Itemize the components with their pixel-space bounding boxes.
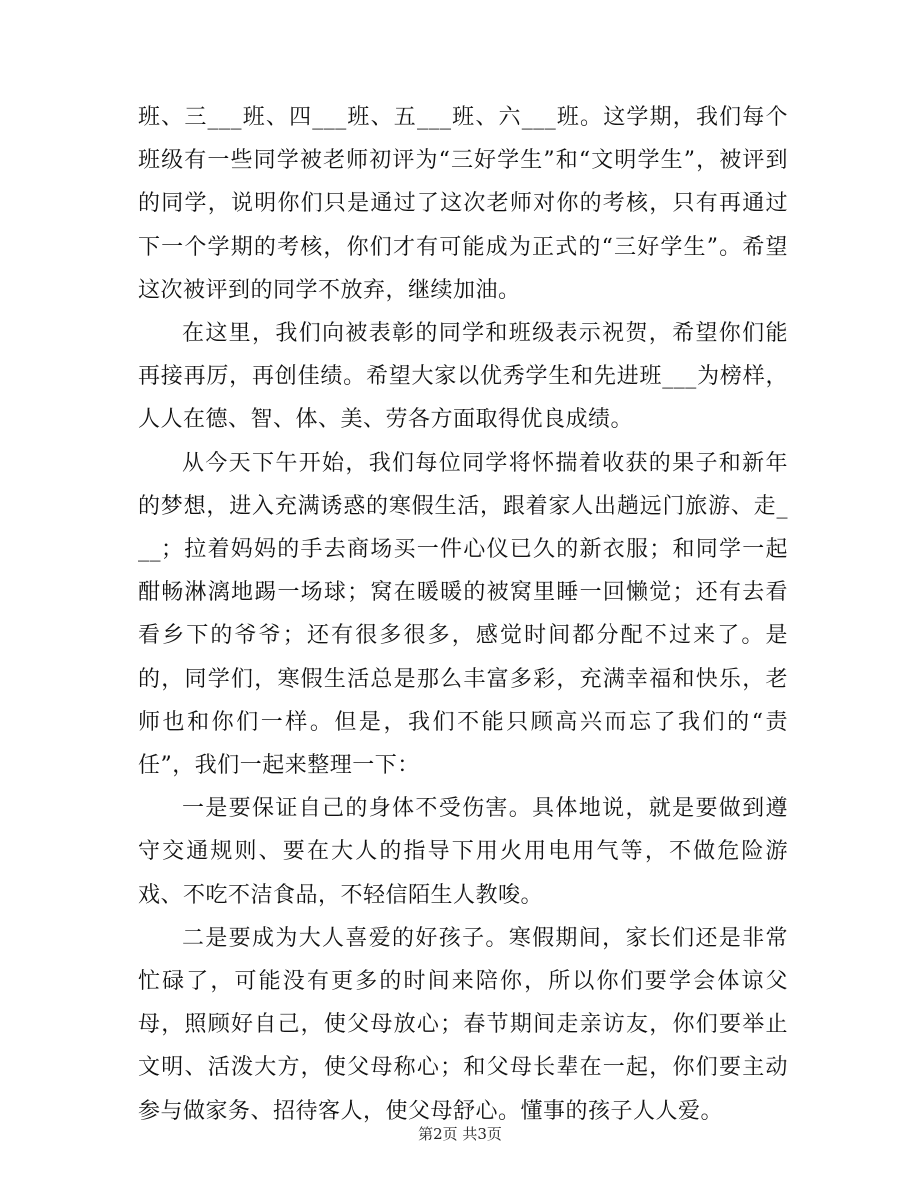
paragraph-safety: 一是要保证自己的身体不受伤害。具体地说，就是要做到遵守交通规则、要在大人的指导下用火用电用气等，不做危险游戏、不吃不洁食品，不轻信陌生人教唆。 — [138, 796, 788, 908]
paragraph-winter-vacation: 从今天下午开始，我们每位同学将怀揣着收获的果子和新年的梦想，进入充满诱惑的寒假生活，跟着家人出趟远门旅游、走___；拉着妈妈的手去商场买一件心仪已久的新衣服；和同学一起酣畅淋漓地踢一场球；窝在暖暖的被窝里睡一回懒觉；还有去看看乡下的爷爷；还有很多很多，感觉时间都分配不过来了。是的，同学们，寒假生活总是那么丰富多彩，充满幸福和快乐，老师也和你们一样。但是，我们不能只顾高兴而忘了我们的“责任”，我们一起来整理一下： — [138, 450, 788, 779]
paragraph-good-child: 二是要成为大人喜爱的好孩子。寒假期间，家长们还是非常忙碌了，可能没有更多的时间来陪你，所以你们要学会体谅父母，照顾好自己，使父母放心；春节期间走亲访友，你们要举止文明、活泼大方，使父母称心；和父母长辈在一起，你们要主动参与做家务、招待客人，使父母舒心。懂事的孩子人人爱。 — [138, 925, 788, 1124]
document-body — [138, 96, 788, 1133]
page-number-footer: 第2页 共3页 — [418, 1125, 502, 1143]
paragraph-congratulations: 在这里，我们向被表彰的同学和班级表示祝贺，希望你们能再接再厉，再创佳绩。希望大家以优秀学生和先进班___为榜样，人人在德、智、体、美、劳各方面取得优良成绩。 — [138, 321, 788, 433]
paragraph-continuation: 班、三___班、四___班、五___班、六___班。这学期，我们每个班级有一些同学被老师初评为“三好学生”和“文明学生”，被评到的同学，说明你们只是通过了这次老师对你的考核，只有再通过下一个学期的考核，你们才有可能成为正式的“三好学生”。希望这次被评到的同学不放弃，继续加油。 — [138, 105, 788, 303]
